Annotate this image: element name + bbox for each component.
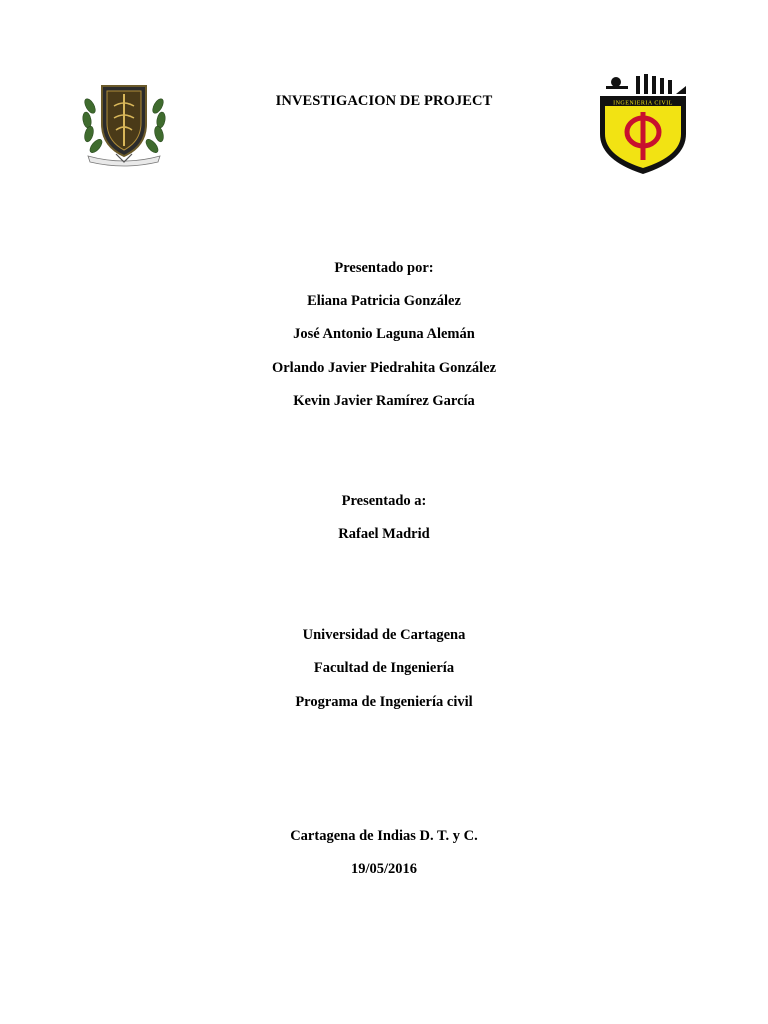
university-crest-icon [78, 76, 170, 168]
program-name: Programa de Ingeniería civil [295, 694, 473, 710]
professor-name: Rafael Madrid [338, 526, 430, 542]
faculty-name: Facultad de Ingeniería [313, 660, 455, 676]
university-name: Universidad de Cartagena [302, 627, 466, 643]
author-name: José Antonio Laguna Alemán [293, 326, 475, 342]
document-title: INVESTIGACION DE PROJECT [275, 93, 493, 109]
author-name: Eliana Patricia González [307, 293, 461, 309]
civil-engineering-shield-icon [596, 72, 690, 176]
author-name: Kevin Javier Ramírez García [293, 393, 475, 409]
author-name: Orlando Javier Piedrahita González [271, 360, 497, 376]
place: Cartagena de Indias D. T. y C. [290, 828, 478, 844]
shield-seal-text: INGENIERIA CIVIL [613, 100, 673, 107]
presented-to-label: Presentado a: [341, 493, 427, 509]
presented-by-label: Presentado por: [334, 260, 434, 276]
date: 19/05/2016 [350, 861, 418, 877]
